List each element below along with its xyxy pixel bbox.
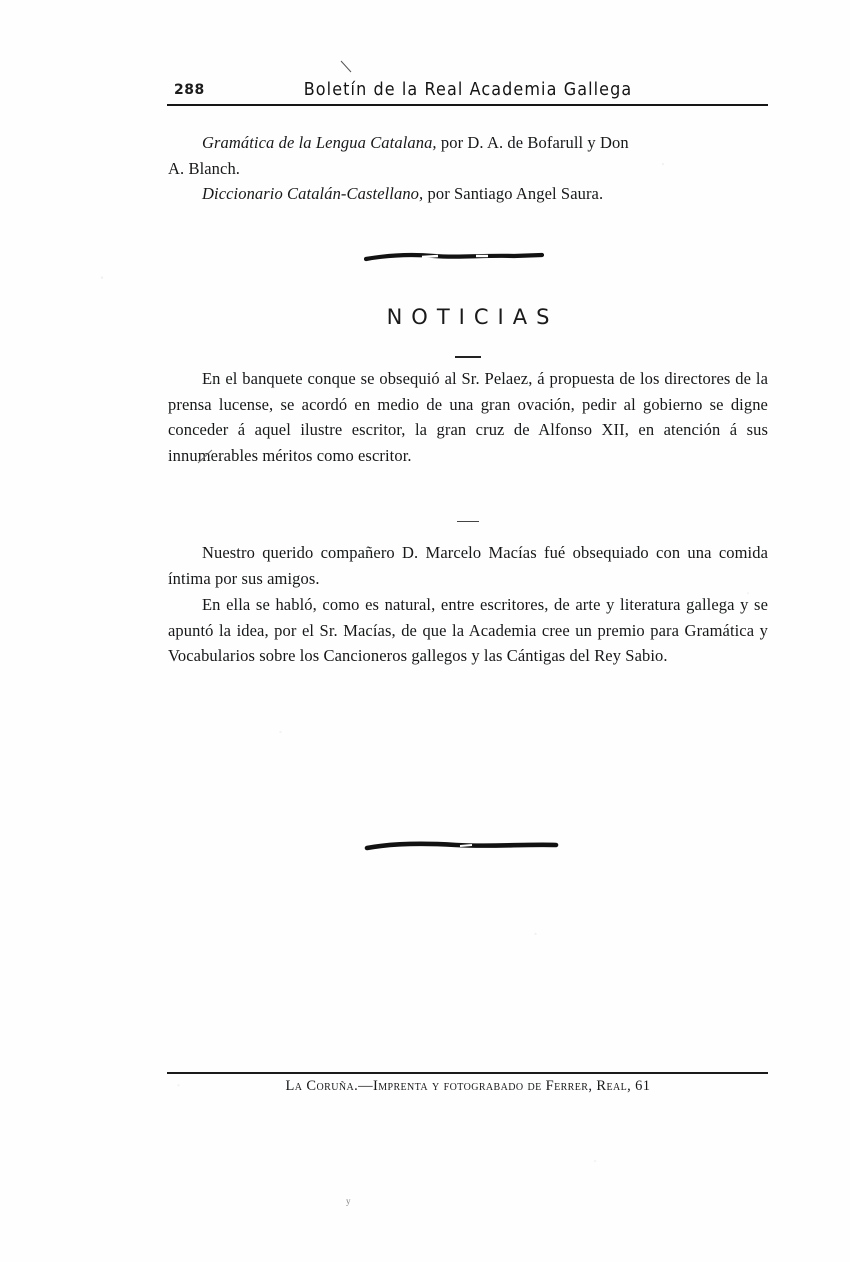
running-title: Boletín de la Real Academia Gallega	[303, 78, 633, 100]
book-title-diccionario: Diccionario Catalán-Castellano,	[202, 184, 424, 203]
paragraph-noticia-3	[168, 592, 768, 669]
paragraph-text: En ella se habló, como es natural, entre escritores, de arte y literatura gallega y se apuntó la idea, por el Sr. Macías, de que la Academia cree un premio para Gramática y Vocabularios sobre los Cancioneros gallegos y las Cántigas del Rey Sabio.	[168, 595, 768, 665]
paragraph-text: En el banquete conque se obsequió al Sr. Pelaez, á propuesta de los directores de la prensa lucense, se acordó en medio de una gran ovación, pedir al gobierno se digne conceder á aquel ilustre escritor, la gran cruz de Alfonso XII, en atención á sus innumerables méritos como escritor.	[168, 369, 768, 465]
page-content	[168, 0, 768, 1262]
book-author-diccionario: por Santiago Angel Saura.	[423, 184, 604, 203]
book-title-gramatica: Gramática de la Lengua Catalana,	[202, 133, 437, 152]
scan-artifact-corner	[340, 60, 354, 74]
colophon	[168, 1078, 768, 1095]
book-entry-second	[168, 181, 768, 207]
colophon-imprint: —Imprenta y fotograbado de Ferrer, Real, 61	[358, 1078, 651, 1094]
divider-dash-1	[168, 345, 768, 363]
paragraph-noticia-1	[168, 366, 768, 468]
book-entry-first	[168, 130, 768, 181]
ornament-rule-top	[364, 252, 544, 262]
colophon-city: La Coruña.	[285, 1078, 359, 1094]
header-rule	[167, 104, 768, 106]
divider-dash-2	[168, 509, 768, 527]
running-head	[168, 78, 768, 104]
colophon-rule	[167, 1072, 768, 1074]
book-author-gramatica: por D. A. de Bofarull y Don	[436, 133, 629, 152]
book-author-gramatica-cont: A. Blanch.	[168, 158, 241, 178]
scan-artifact-footer: y	[346, 1196, 351, 1206]
ornament-rule-bottom	[364, 840, 559, 852]
scan-artifact-margin	[196, 448, 214, 466]
paragraph-noticia-2	[168, 540, 768, 591]
paragraph-text: Nuestro querido compañero D. Marcelo Macías fué obsequiado con una comida íntima por sus amigos.	[168, 543, 768, 588]
section-heading-noticias: NOTICIAS	[386, 305, 559, 329]
page-number: 288	[174, 82, 205, 98]
